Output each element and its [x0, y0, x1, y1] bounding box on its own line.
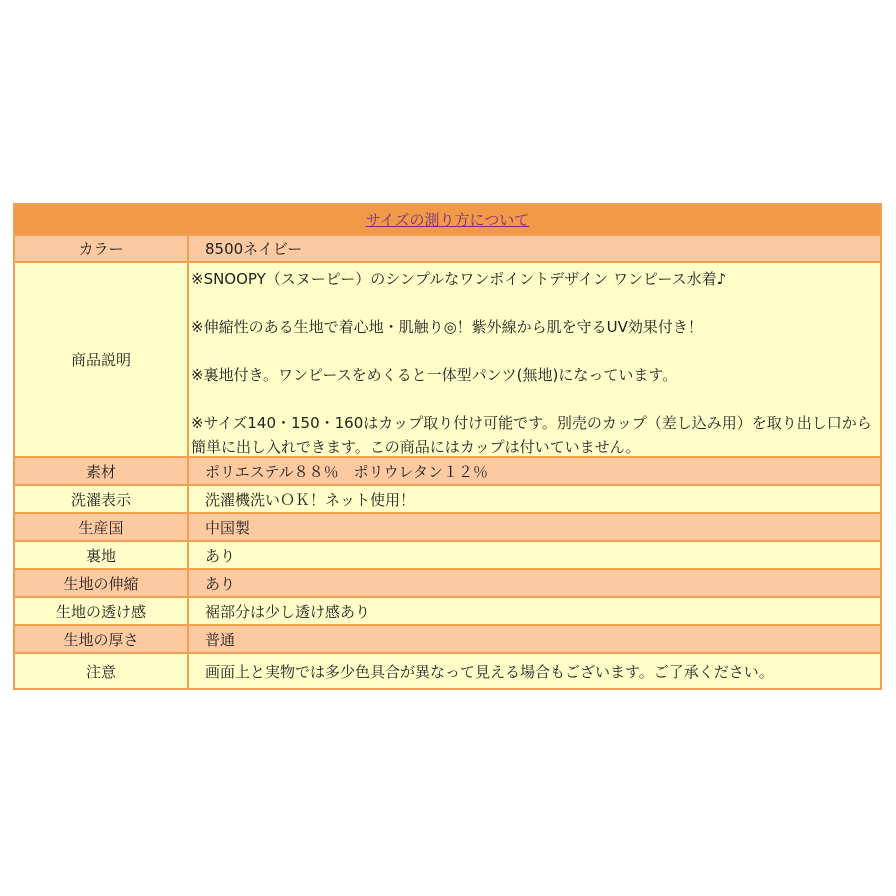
table-header	[15, 205, 880, 236]
row-label: 注意	[15, 654, 189, 688]
row-value: あり	[205, 546, 236, 565]
table-row-material	[15, 458, 880, 486]
table-row-description	[15, 263, 880, 458]
row-label: カラー	[15, 236, 189, 261]
row-value: あり	[205, 574, 236, 593]
table-row-origin	[15, 514, 880, 542]
description-paragraph: ※伸縮性のある生地で着心地・肌触り◎！紫外線から肌を守るUV効果付き！	[191, 318, 703, 336]
table-row-stretch	[15, 570, 880, 598]
row-value: 裾部分は少し透け感あり	[205, 602, 371, 621]
row-label: 裏地	[15, 542, 189, 568]
row-label: 洗濯表示	[15, 486, 189, 512]
row-value: 普通	[205, 630, 236, 649]
row-value: 洗濯機洗いＯＫ！ネット使用！	[205, 490, 416, 509]
row-value: 中国製	[205, 518, 251, 537]
size-guide-link[interactable]: サイズの測り方について	[365, 211, 530, 229]
row-value: ポリエステル８８％ ポリウレタン１２％	[205, 462, 489, 481]
description-paragraph: ※裏地付き。ワンピースをめくると一体型パンツ(無地)になっています。	[191, 366, 678, 384]
row-label: 生地の伸縮	[15, 570, 189, 596]
product-spec-table	[13, 203, 882, 690]
table-row-wash	[15, 486, 880, 514]
row-value: 画面上と実物では多少色具合が異なって見える場合もございます。ご了承ください。	[205, 662, 774, 681]
row-label: 生地の厚さ	[15, 626, 189, 652]
description-paragraph: ※SNOOPY（スヌーピー）のシンプルなワンポイントデザイン ワンピース水着♪	[191, 270, 727, 288]
row-label: 素材	[15, 458, 189, 484]
table-row-note	[15, 654, 880, 688]
description-text	[189, 263, 880, 456]
row-label: 生産国	[15, 514, 189, 540]
table-row-sheer	[15, 598, 880, 626]
description-paragraph: ※サイズ140・150・160はカップ取り付け可能です。別売のカップ（差し込み用）を取り出し口から簡単に出し入れできます。この商品にはカップは付いていません。	[191, 414, 872, 456]
table-row-thickness	[15, 626, 880, 654]
table-row-lining	[15, 542, 880, 570]
row-value: 8500ネイビー	[205, 240, 303, 258]
row-label: 生地の透け感	[15, 598, 189, 624]
table-row-color	[15, 236, 880, 263]
row-label: 商品説明	[15, 263, 189, 456]
